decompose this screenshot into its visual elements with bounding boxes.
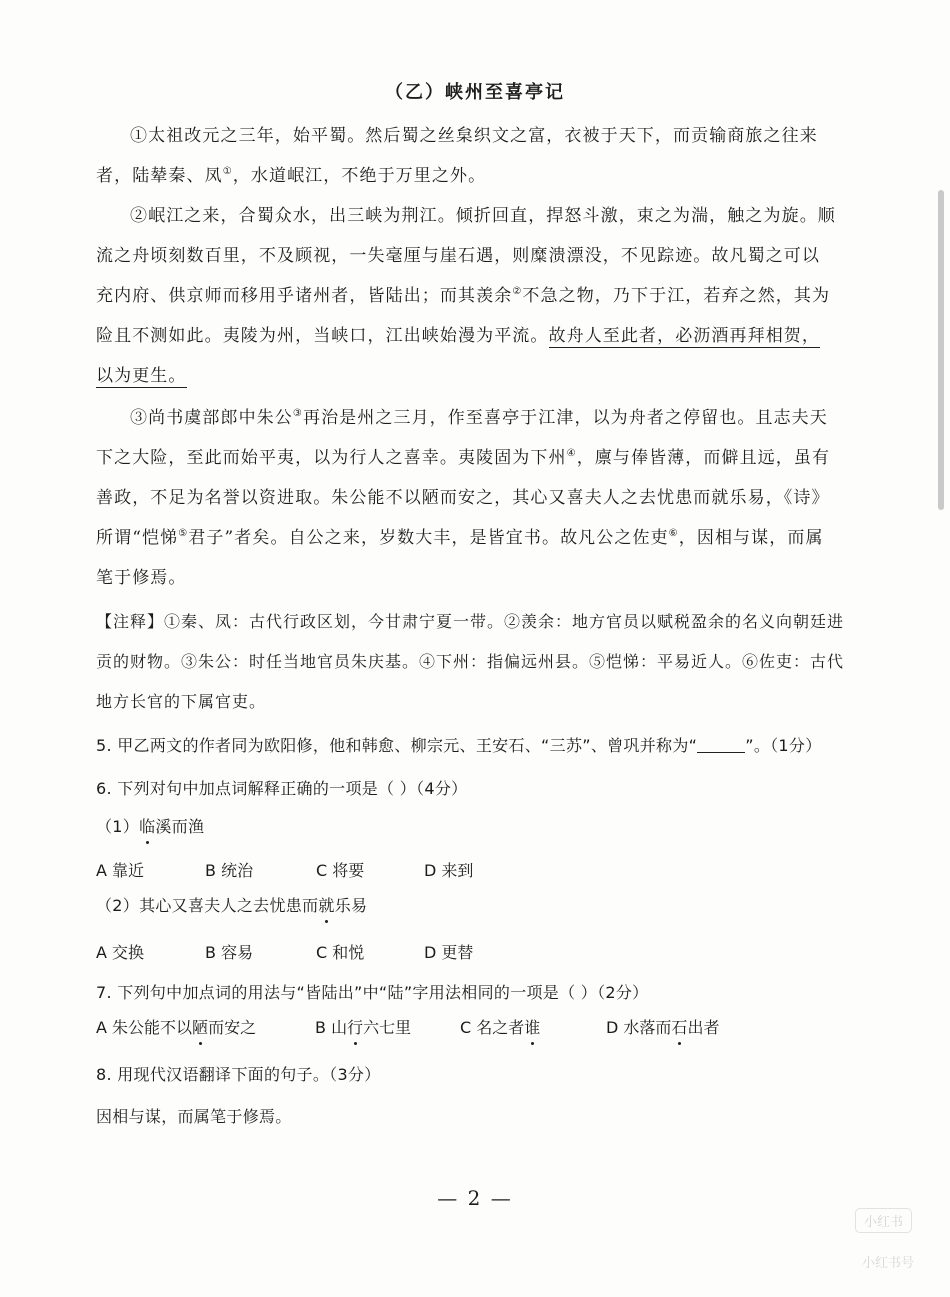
watermark-id: 小红书号 (861, 1256, 914, 1271)
question-8-sentence: 因相与谋，而属笔于修焉。 (96, 1107, 292, 1126)
dotted-word: 就 (318, 893, 334, 916)
dotted-word: 临 (139, 814, 155, 837)
question-5 (96, 733, 822, 756)
watermark-logo: 小红书 (855, 1208, 912, 1233)
q7-option-c[interactable] (460, 1015, 540, 1038)
question-6-stem: 6. 下列对句中加点词解释正确的一项是（ ）（4分） (96, 779, 468, 798)
q6-1-option-b[interactable]: B 统治 (205, 861, 254, 880)
p3-text-5: ，因相与谋，而属笔于修焉。 (96, 528, 824, 588)
page-number: — 2 — (437, 1186, 513, 1210)
q7-option-a[interactable] (96, 1015, 256, 1038)
q7-b-post: 六七里 (363, 1018, 412, 1037)
question-7-stem: 7. 下列句中加点词的用法与“皆陆出”中“陆”字用法相同的一项是（ ）（2分） (96, 983, 649, 1002)
note-marker-4: ④ (566, 448, 577, 459)
q7-a-post: 而安之 (208, 1018, 257, 1037)
q5-text-a: 5. 甲乙两文的作者同为欧阳修，他和韩愈、柳宗元、王安石、“三苏”、曾巩并称为“ (96, 736, 698, 755)
underlined-sentence: 故舟人至此者，必沥酒再拜相贺，以为更生。 (96, 326, 820, 386)
q6-s2-prefix: （2）其心又喜夫人之去忧患而 (96, 896, 319, 915)
p3-text-4: 君子”者矣。自公之来，岁数大丰，是皆宜书。故凡公之佐吏 (188, 528, 669, 548)
note-marker-3: ③ (292, 408, 303, 419)
p1-text-1: ①太祖改元之三年，始平蜀。然后蜀之丝枲织文之富，衣被于天下，而贡输商旅之往来者，陆辇秦、凤 (96, 126, 818, 186)
dotted-word: 行 (347, 1015, 363, 1038)
q7-d-post: 出者 (687, 1018, 720, 1037)
note-marker-5: ⑤ (178, 528, 189, 539)
question-6-sentence-2 (96, 893, 367, 916)
q6-s1-prefix: （1） (96, 817, 140, 836)
p2-text-1: ②岷江之来，合蜀众水，出三峡为荆江。倾折回直，捍怒斗激，束之为湍，触之为旋。顺流之舟顷刻数百里，不及顾视，一失毫厘与崖石遇，则糜溃漂没，不见踪迹。故凡蜀之可以充内府、供京师而移用乎诸州者，皆陆出；而其羡余 (96, 206, 836, 306)
p1-text-2: ，水道岷江，不绝于万里之外。 (232, 166, 487, 186)
note-marker-2: ② (512, 286, 523, 297)
paragraph-2 (96, 196, 838, 396)
q7-option-b[interactable] (315, 1015, 411, 1038)
question-6-sentence-1 (96, 814, 204, 837)
passage-title: （乙）峡州至喜亭记 (385, 82, 565, 103)
paragraph-1 (96, 116, 838, 196)
dotted-word: 陋 (192, 1015, 208, 1038)
note-marker-6: ⑥ (668, 528, 679, 539)
dotted-word: 谁 (524, 1015, 540, 1038)
q7-a-pre: A 朱公能不以 (96, 1018, 193, 1037)
q6-s1-rest: 溪而渔 (155, 817, 205, 836)
q7-option-d[interactable] (606, 1015, 719, 1038)
note-marker-1: ① (222, 166, 233, 177)
q6-2-option-b[interactable]: B 容易 (205, 943, 254, 962)
answer-blank[interactable] (697, 752, 745, 753)
paragraph-3 (96, 398, 838, 598)
q5-text-b: ”。（1分） (745, 736, 822, 755)
p3-text-3: ，廪与俸皆薄，而僻且远，虽有善政，不足为名誉以资进取。朱公能不以陋而安之，其心又喜夫人之去忧患而就乐易，《诗》所谓“恺悌 (96, 448, 831, 548)
q6-s2-rest: 乐易 (334, 896, 368, 915)
q6-1-option-c[interactable]: C 将要 (316, 861, 365, 880)
q7-d-pre: D 水落而 (606, 1018, 672, 1037)
q6-2-option-a[interactable]: A 交换 (96, 943, 145, 962)
p3-text-2: 再治是州之三月，作至喜亭于江津，以为舟者之停留也。且志夫天下之大险，至此而始平夷，以为行人之喜幸。夷陵固为下州 (96, 408, 828, 468)
annotations: 【注释】①秦、凤：古代行政区划，今甘肃宁夏一带。②羡余：地方官员以赋税盈余的名义向朝廷进贡的财物。③朱公：时任当地官员朱庆基。④下州：指偏远州县。⑤恺悌：平易近人。⑥佐吏：古代地方长官的下属官吏。 (96, 612, 845, 711)
q6-2-option-c[interactable]: C 和悦 (316, 943, 365, 962)
q7-b-pre: B 山 (315, 1018, 348, 1037)
q6-1-option-a[interactable]: A 靠近 (96, 861, 145, 880)
q6-2-option-d[interactable]: D 更替 (424, 943, 474, 962)
p2-text-2: 不急之物，乃下于江，若弃之然，其为险且不测如此。夷陵为州，当峡口，江出峡始漫为平流。 (96, 286, 831, 346)
scrollbar[interactable] (938, 190, 944, 510)
question-8-stem: 8. 用现代汉语翻译下面的句子。（3分） (96, 1065, 381, 1084)
dotted-word: 石 (671, 1015, 687, 1038)
q7-c-pre: C 名之者 (460, 1018, 525, 1037)
p3-text-1: ③尚书虞部郎中朱公 (130, 408, 293, 428)
q6-1-option-d[interactable]: D 来到 (424, 861, 474, 880)
